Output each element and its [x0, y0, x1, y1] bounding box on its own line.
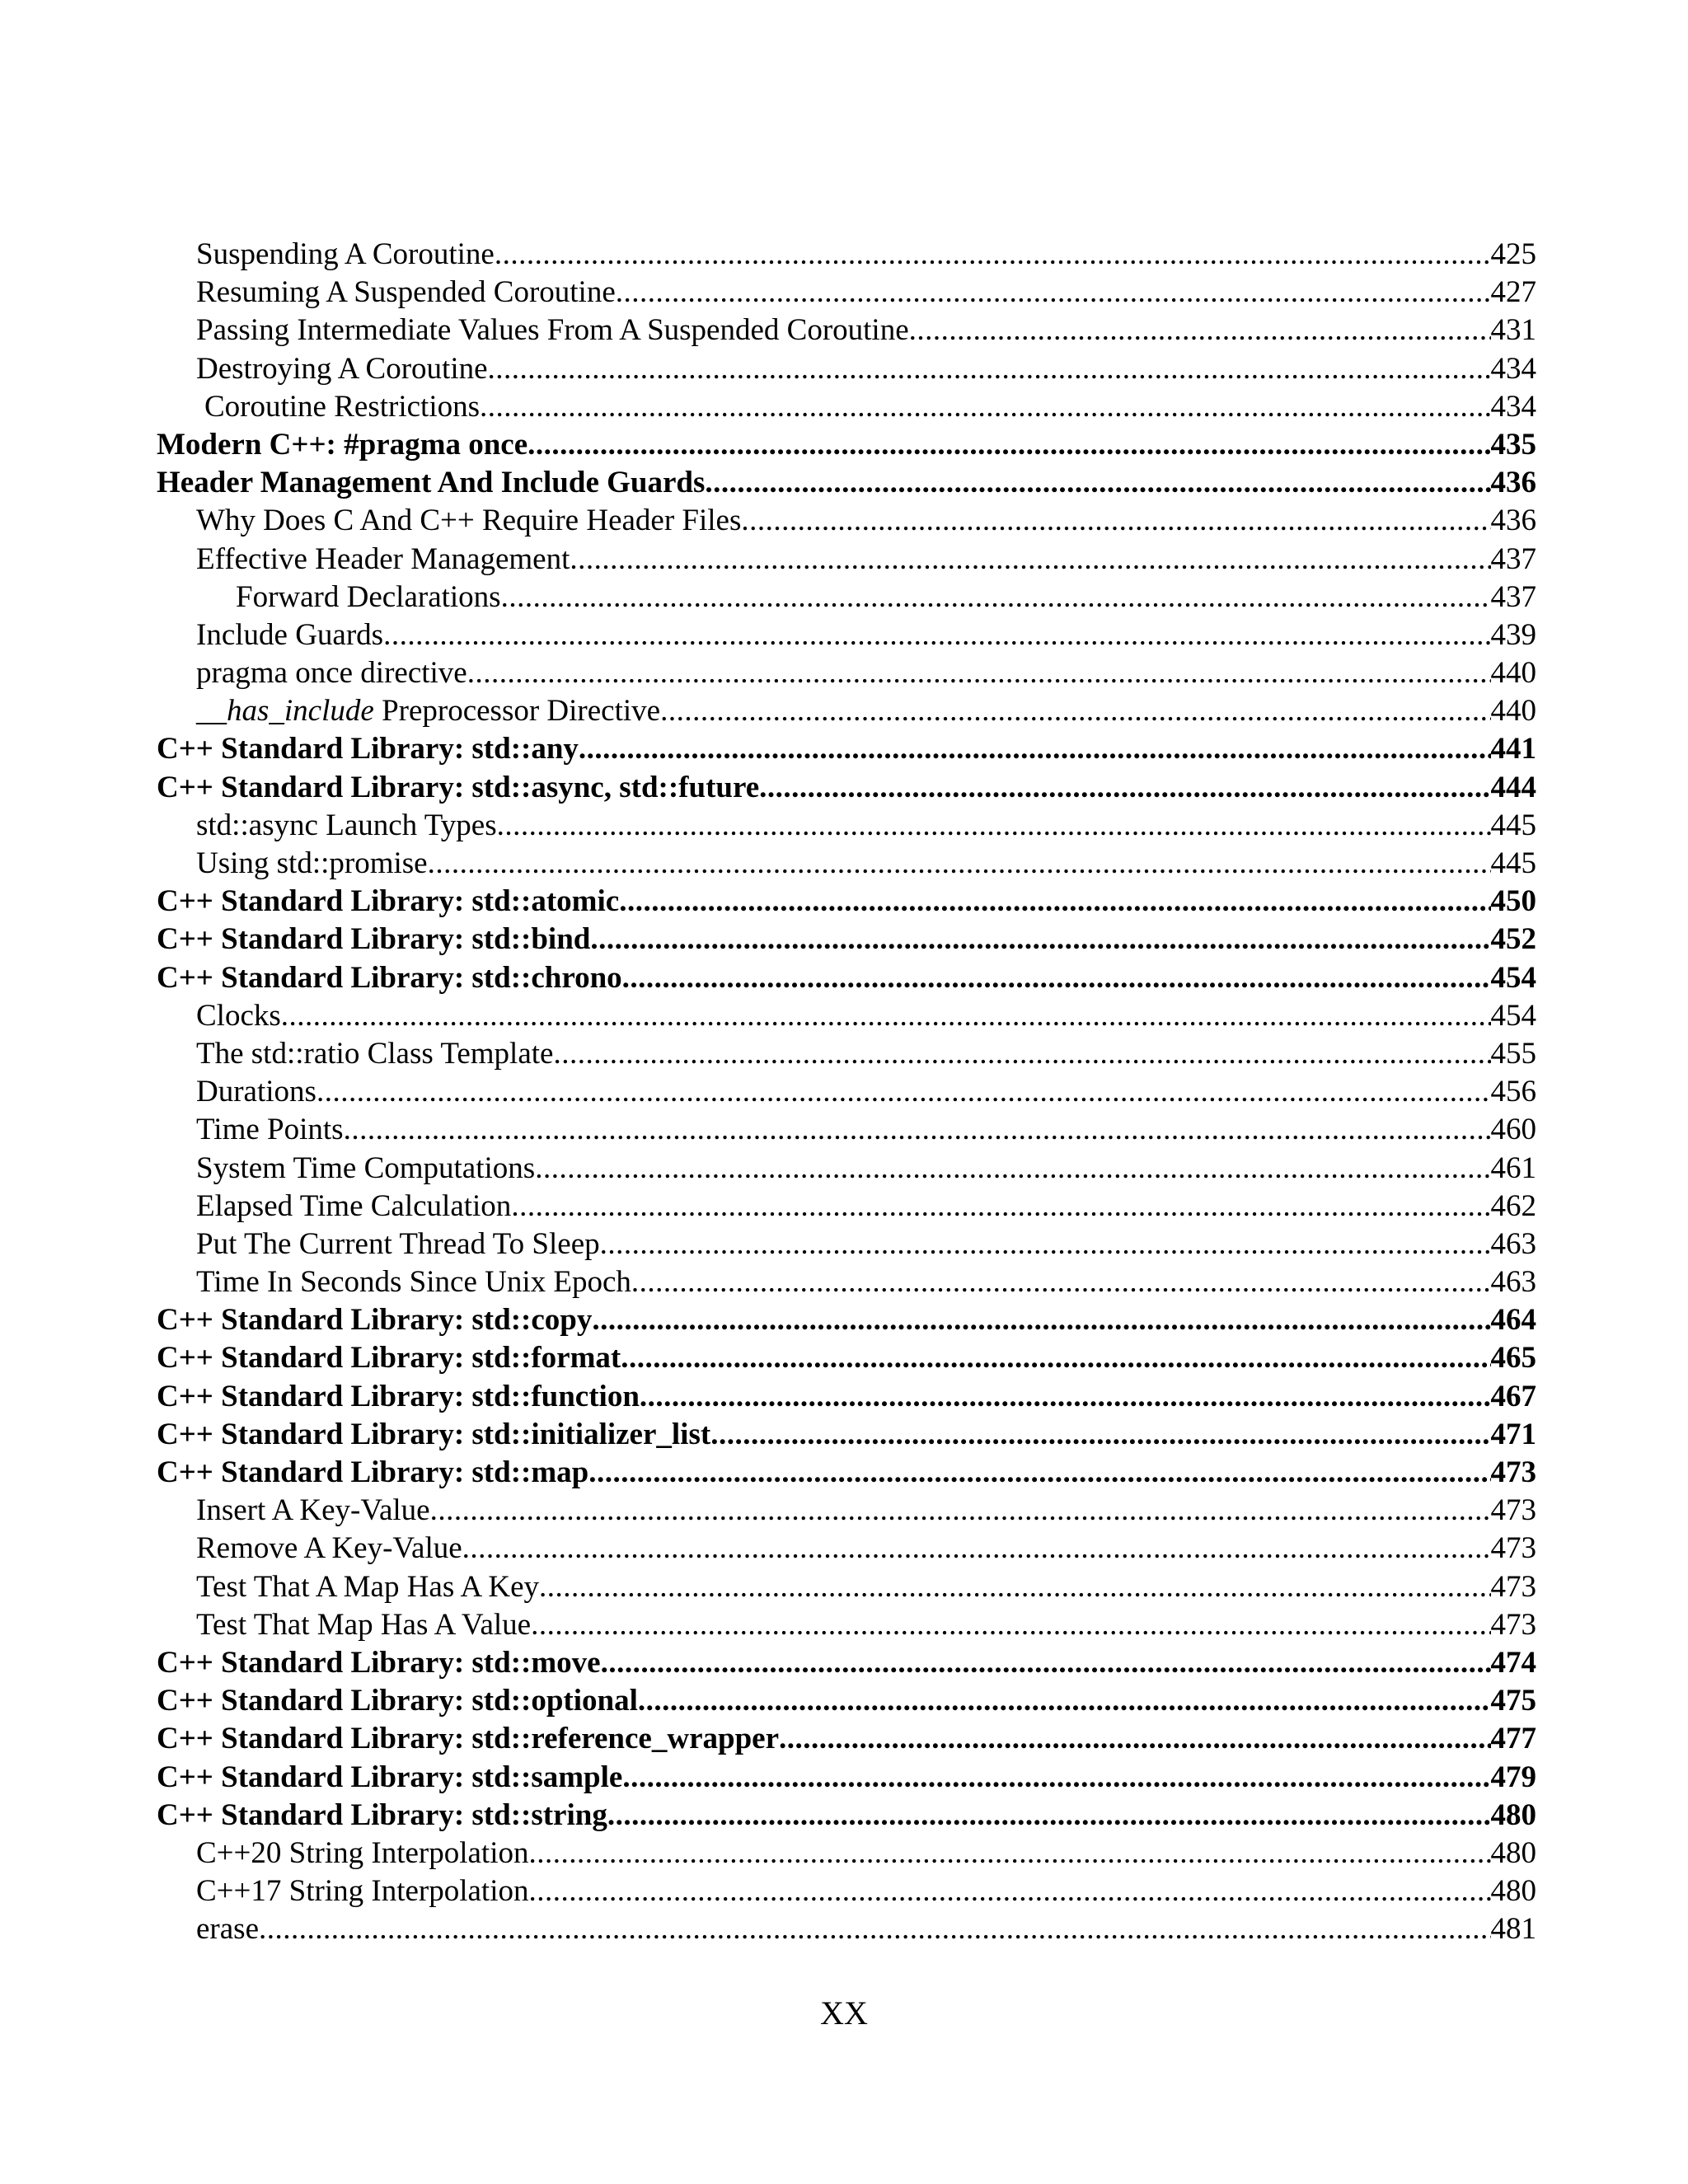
toc-entry-page-number: 437 [1490, 541, 1536, 576]
toc-entry[interactable] [157, 1416, 1536, 1454]
dot-leader [616, 274, 1491, 312]
page-number-footer: XX [820, 1994, 868, 2032]
toc-entry-title: Header Management And Include Guards [157, 466, 706, 500]
toc-entry-page-number: 480 [1490, 1835, 1536, 1870]
toc-entry-title: C++ Standard Library: std::chrono [157, 960, 622, 995]
toc-entry-page-number: 425 [1490, 237, 1536, 271]
toc-entry-title: C++ Standard Library: std::atomic [157, 884, 620, 919]
toc-entry-page-number: 456 [1490, 1075, 1536, 1109]
toc-entry-page-number: 481 [1490, 1912, 1536, 1947]
toc-entry-title: Put The Current Thread To Sleep [196, 1226, 600, 1261]
toc-entry-title: C++ Standard Library: std::format [157, 1341, 621, 1376]
toc-entry[interactable] [157, 959, 1536, 997]
toc-entry-title: The std::ratio Class Template [196, 1036, 554, 1071]
toc-entry[interactable] [157, 1797, 1536, 1835]
toc-entry-page-number: 437 [1490, 579, 1536, 614]
toc-entry[interactable] [157, 274, 1536, 312]
toc-entry[interactable] [157, 654, 1536, 692]
toc-entry[interactable] [157, 1720, 1536, 1758]
dot-leader [619, 883, 1490, 921]
toc-entry-title: Why Does C And C++ Require Header Files [196, 504, 742, 538]
toc-entry-title: C++ Standard Library: std::string [157, 1797, 607, 1832]
toc-entry-title: Test That A Map Has A Key [196, 1569, 540, 1604]
toc-entry-page-number: 473 [1490, 1493, 1536, 1528]
toc-entry-page-number: 441 [1490, 732, 1536, 766]
dot-leader [281, 997, 1491, 1035]
toc-entry[interactable] [157, 769, 1536, 807]
toc-entry[interactable] [157, 1568, 1536, 1606]
table-of-contents [157, 236, 1536, 1948]
toc-entry[interactable] [157, 845, 1536, 883]
toc-entry-page-number: 454 [1490, 960, 1536, 995]
toc-entry-page-number: 444 [1490, 770, 1536, 804]
toc-entry-title: Resuming A Suspended Coroutine [196, 275, 616, 310]
toc-entry[interactable] [157, 1301, 1536, 1339]
toc-entry-page-number: 427 [1490, 275, 1536, 310]
toc-entry-page-number: 464 [1490, 1303, 1536, 1338]
toc-entry-title: Time In Seconds Since Unix Epoch [196, 1265, 631, 1300]
toc-entry[interactable] [157, 1835, 1536, 1872]
toc-entry[interactable] [157, 1910, 1536, 1948]
toc-entry[interactable] [157, 312, 1536, 349]
toc-entry-title: Suspending A Coroutine [196, 237, 495, 271]
dot-leader [622, 1759, 1490, 1797]
toc-entry[interactable] [157, 921, 1536, 958]
toc-entry-title: C++ Standard Library: std::map [157, 1455, 589, 1489]
toc-entry-page-number: 445 [1490, 846, 1536, 880]
dot-leader [622, 959, 1491, 997]
toc-entry[interactable] [157, 1073, 1536, 1111]
toc-entry-page-number: 439 [1490, 617, 1536, 652]
toc-entry-page-number: 480 [1490, 1797, 1536, 1832]
toc-entry[interactable] [157, 730, 1536, 768]
toc-entry-page-number: 473 [1490, 1569, 1536, 1604]
toc-entry-page-number: 434 [1490, 351, 1536, 386]
toc-entry-page-number: 473 [1490, 1607, 1536, 1642]
toc-entry-title: pragma once directive [196, 656, 467, 691]
toc-entry-title: C++20 String Interpolation [196, 1835, 529, 1870]
toc-entry-page-number: 452 [1490, 922, 1536, 957]
toc-entry[interactable] [157, 1454, 1536, 1492]
dot-leader [570, 541, 1490, 579]
dot-leader [660, 692, 1490, 730]
dot-leader [428, 845, 1491, 883]
toc-entry-title: Modern C++: #pragma once [157, 427, 528, 462]
toc-entry-page-number: 465 [1490, 1341, 1536, 1376]
toc-entry[interactable] [157, 502, 1536, 540]
toc-entry-page-number: 440 [1490, 694, 1536, 729]
dot-leader [741, 502, 1490, 540]
toc-entry-title: Remove A Key-Value [196, 1531, 462, 1566]
toc-entry[interactable] [157, 1492, 1536, 1530]
toc-entry[interactable] [157, 1530, 1536, 1568]
dot-leader [621, 1339, 1490, 1377]
toc-entry-page-number: 445 [1490, 808, 1536, 842]
toc-entry-title: Durations [196, 1075, 316, 1109]
toc-entry-page-number: 454 [1490, 998, 1536, 1033]
toc-entry-title: Using std::promise [196, 846, 428, 880]
toc-entry-title: C++ Standard Library: std::optional [157, 1684, 638, 1718]
dot-leader [528, 426, 1490, 464]
toc-entry[interactable] [157, 883, 1536, 921]
toc-entry[interactable] [157, 1339, 1536, 1377]
dot-leader [488, 350, 1491, 388]
toc-entry[interactable] [157, 579, 1536, 616]
toc-entry-page-number: 473 [1490, 1455, 1536, 1489]
toc-entry-page-number: 460 [1490, 1113, 1536, 1147]
toc-entry-title: Coroutine Restrictions [204, 389, 480, 424]
toc-entry-page-number: 463 [1490, 1265, 1536, 1300]
toc-entry-title: C++ Standard Library: std::reference_wrapper [157, 1722, 779, 1756]
toc-entry-page-number: 473 [1490, 1531, 1536, 1566]
toc-entry-title: Forward Declarations [236, 579, 501, 614]
toc-entry-page-number: 479 [1490, 1760, 1536, 1794]
dot-leader [528, 1835, 1490, 1872]
toc-entry-page-number: 477 [1490, 1722, 1536, 1756]
toc-entry[interactable] [157, 236, 1536, 274]
toc-entry[interactable] [157, 350, 1536, 388]
dot-leader [909, 312, 1491, 349]
toc-entry-title: C++17 String Interpolation [196, 1874, 529, 1909]
dot-leader [631, 1263, 1491, 1301]
toc-entry-page-number: 455 [1490, 1036, 1536, 1071]
toc-entry-title: C++ Standard Library: std::function [157, 1379, 640, 1413]
toc-entry-title: System Time Computations [196, 1151, 536, 1185]
dot-leader [535, 1150, 1490, 1188]
toc-entry-page-number: 463 [1490, 1226, 1536, 1261]
toc-entry[interactable] [157, 541, 1536, 579]
dot-leader [430, 1492, 1491, 1530]
toc-entry-page-number: 436 [1490, 466, 1536, 500]
toc-entry-title: Effective Header Management [196, 541, 570, 576]
dot-leader [601, 1644, 1491, 1682]
toc-entry-title: Include Guards [196, 617, 384, 652]
toc-entry[interactable] [157, 1263, 1536, 1301]
toc-entry-page-number: 475 [1490, 1684, 1536, 1718]
toc-entry[interactable] [157, 1226, 1536, 1263]
dot-leader [383, 616, 1490, 654]
toc-entry-title: C++ Standard Library: std::any [157, 732, 579, 766]
toc-entry-page-number: 434 [1490, 389, 1536, 424]
toc-entry-page-number: 474 [1490, 1645, 1536, 1680]
dot-leader [497, 807, 1491, 845]
dot-leader [588, 1454, 1490, 1492]
dot-leader [495, 236, 1491, 274]
dot-leader [710, 1416, 1490, 1454]
dot-leader [640, 1378, 1491, 1416]
toc-entry-title: C++ Standard Library: std::async, std::future [157, 770, 760, 804]
toc-entry-title: Clocks [196, 998, 281, 1033]
toc-entry-page-number: 436 [1490, 504, 1536, 538]
toc-entry-title: Test That Map Has A Value [196, 1607, 532, 1642]
toc-entry-title: Elapsed Time Calculation [196, 1188, 512, 1223]
toc-entry[interactable] [157, 807, 1536, 845]
dot-leader [705, 464, 1490, 502]
toc-entry-title: C++ Standard Library: std::copy [157, 1303, 593, 1338]
dot-leader [501, 579, 1491, 616]
toc-entry-title: C++ Standard Library: std::move [157, 1645, 601, 1680]
toc-entry[interactable] [157, 1150, 1536, 1188]
toc-entry-title: C++ Standard Library: std::bind [157, 922, 591, 957]
toc-entry-page-number: 467 [1490, 1379, 1536, 1413]
dot-leader [480, 388, 1491, 426]
dot-leader [259, 1910, 1491, 1948]
toc-entry[interactable] [157, 1872, 1536, 1910]
dot-leader [759, 769, 1490, 807]
toc-entry-page-number: 431 [1490, 313, 1536, 348]
dot-leader [779, 1720, 1491, 1758]
toc-entry-title: std::async Launch Types [196, 808, 497, 842]
dot-leader [638, 1682, 1491, 1720]
toc-entry-title: Insert A Key-Value [196, 1493, 430, 1528]
dot-leader [590, 921, 1490, 958]
toc-entry-title: C++ Standard Library: std::sample [157, 1760, 623, 1794]
dot-leader [579, 730, 1491, 768]
dot-leader [462, 1530, 1491, 1568]
dot-leader [553, 1035, 1490, 1073]
dot-leader [467, 654, 1491, 692]
toc-entry[interactable] [157, 1035, 1536, 1073]
toc-entry[interactable] [157, 1606, 1536, 1644]
toc-entry[interactable] [157, 692, 1536, 730]
toc-entry-page-number: 480 [1490, 1874, 1536, 1909]
toc-entry[interactable] [157, 1188, 1536, 1226]
toc-entry[interactable] [157, 616, 1536, 654]
toc-entry-title: Destroying A Coroutine [196, 351, 488, 386]
toc-entry-title-italic: __has_include [196, 694, 374, 729]
dot-leader [344, 1111, 1491, 1149]
toc-entry[interactable] [157, 997, 1536, 1035]
toc-entry-title [196, 692, 660, 730]
dot-leader [528, 1872, 1490, 1910]
dot-leader [592, 1301, 1490, 1339]
toc-entry[interactable] [157, 388, 1536, 426]
dot-leader [511, 1188, 1490, 1226]
toc-entry[interactable] [157, 1378, 1536, 1416]
toc-entry-page-number: 471 [1490, 1417, 1536, 1451]
toc-entry[interactable] [157, 464, 1536, 502]
dot-leader [600, 1226, 1491, 1263]
dot-leader [531, 1606, 1490, 1644]
toc-entry[interactable] [157, 426, 1536, 464]
toc-entry-title: Passing Intermediate Values From A Suspended Coroutine [196, 313, 909, 348]
toc-entry[interactable] [157, 1644, 1536, 1682]
toc-entry[interactable] [157, 1111, 1536, 1149]
toc-entry-title: Time Points [196, 1113, 344, 1147]
toc-entry-page-number: 450 [1490, 884, 1536, 919]
toc-entry[interactable] [157, 1682, 1536, 1720]
toc-entry-title-rest: Preprocessor Directive [373, 694, 661, 729]
dot-leader [607, 1797, 1491, 1835]
toc-entry-page-number: 435 [1490, 427, 1536, 462]
dot-leader [316, 1073, 1491, 1111]
toc-entry[interactable] [157, 1759, 1536, 1797]
toc-entry-page-number: 440 [1490, 656, 1536, 691]
toc-entry-page-number: 462 [1490, 1188, 1536, 1223]
toc-entry-page-number: 461 [1490, 1151, 1536, 1185]
toc-entry-title: C++ Standard Library: std::initializer_list [157, 1417, 711, 1451]
dot-leader [539, 1568, 1490, 1606]
toc-entry-title: erase [196, 1912, 259, 1947]
